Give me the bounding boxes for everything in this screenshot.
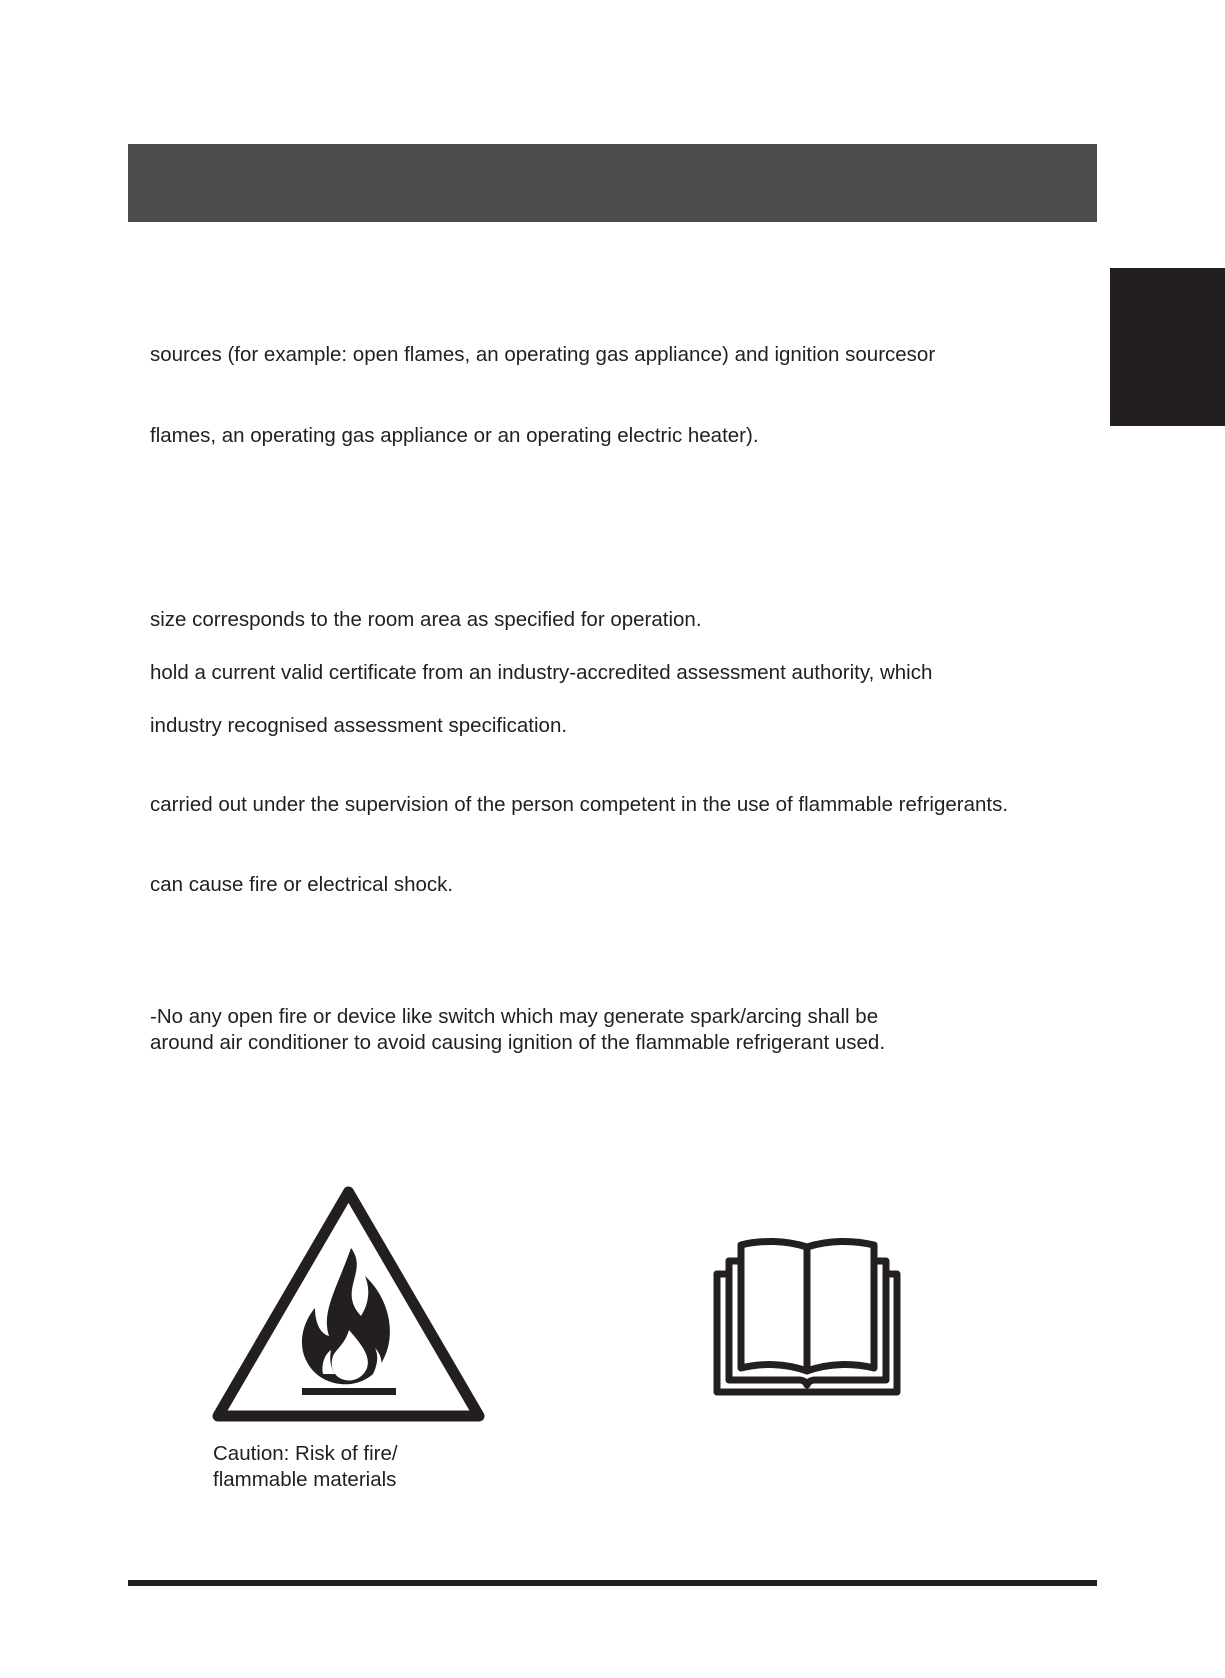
- footer-rule: [128, 1580, 1097, 1586]
- text-line: industry recognised assessment specification.: [150, 714, 568, 737]
- text-line: can cause fire or electrical shock.: [150, 873, 454, 896]
- caption-line: flammable materials: [213, 1468, 397, 1491]
- text-line: size corresponds to the room area as specified for operation.: [150, 608, 702, 631]
- text-line: sources (for example: open flames, an operating gas appliance) and ignition sourcesor: [150, 343, 936, 366]
- text-line: flames, an operating gas appliance or an operating electric heater).: [150, 424, 759, 447]
- text-line: -No any open fire or device like switch which may generate spark/arcing shall be: [150, 1005, 879, 1028]
- text-line: around air conditioner to avoid causing ignition of the flammable refrigerant used.: [150, 1031, 886, 1054]
- text-line: hold a current valid certificate from an industry-accredited assessment authority, which: [150, 661, 933, 684]
- side-tab: [1110, 268, 1225, 426]
- read-manual-icon: [713, 1237, 901, 1398]
- flammable-warning-icon: [211, 1184, 486, 1424]
- warning-caption: [213, 1441, 398, 1493]
- caption-line: Caution: Risk of fire/: [213, 1442, 398, 1465]
- header-bar: [128, 144, 1097, 222]
- text-line: carried out under the supervision of the person competent in the use of flammable refrigerants.: [150, 793, 1009, 816]
